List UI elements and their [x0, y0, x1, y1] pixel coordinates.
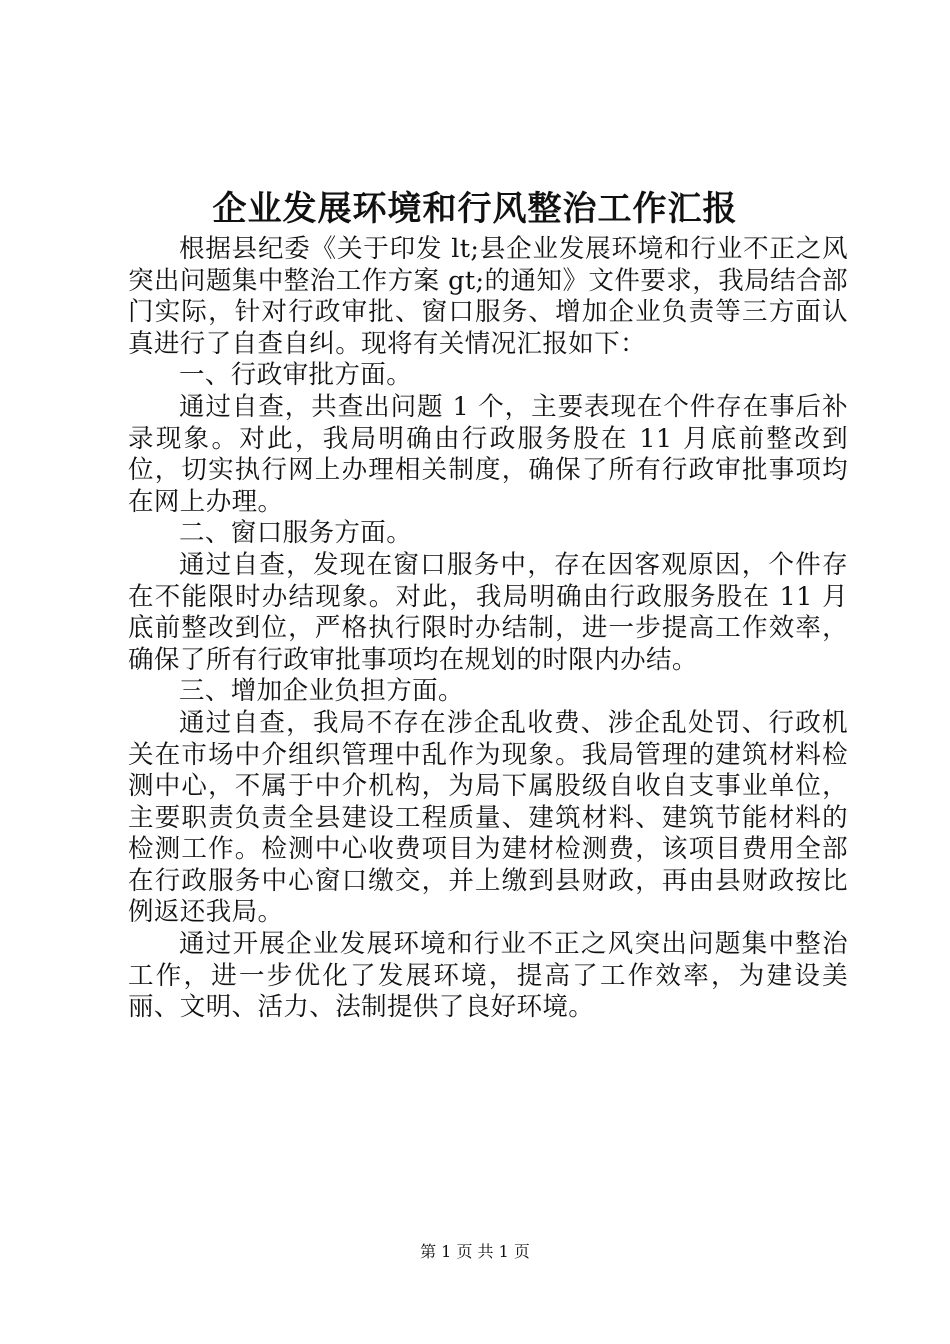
section-heading-burden: 三、增加企业负担方面。 — [179, 676, 464, 707]
section-heading-approval: 一、行政审批方面。 — [179, 360, 413, 391]
paragraph-approval: 通过自查，共查出问题 1 个，主要表现在个件存在事后补录现象。对此，我局明确由行政服务股在 11 月底前整改到位，切实执行网上办理相关制度，确保了所有行政审批事项均在网上办理。 — [128, 391, 848, 517]
section-heading-window-service: 二、窗口服务方面。 — [179, 518, 413, 549]
paragraph-intro: 根据县纪委《关于印发 lt;县企业发展环境和行业不正之风突出问题集中整治工作方案 gt;的通知》文件要求，我局结合部门实际，针对行政审批、窗口服务、增加企业负责等三方面认真进行了自查自纠。现将有关情况汇报如下： — [128, 234, 848, 359]
paragraph-conclusion: 通过开展企业发展环境和行业不正之风突出问题集中整治工作，进一步优化了发展环境，提高了工作效率，为建设美丽、文明、活力、法制提供了良好环境。 — [128, 929, 848, 1023]
document-body — [128, 234, 848, 1024]
paragraph-burden: 通过自查，我局不存在涉企乱收费、涉企乱处罚、行政机关在市场中介组织管理中乱作为现象。我局管理的建筑材料检测中心，不属于中介机构，为局下属股级自收自支事业单位，主要职责负责全县建设工程质量、建筑材料、建筑节能材料的检测工作。检测中心收费项目为建材检测费，该项目费用全部在行政服务中心窗口缴交，并上缴到县财政，再由县财政按比例返还我局。 — [128, 707, 848, 928]
paragraph-window-service: 通过自查，发现在窗口服务中，存在因客观原因，个件存在不能限时办结现象。对此，我局明确由行政服务股在 11 月底前整改到位，严格执行限时办结制，进一步提高工作效率，确保了所有行政审批事项均在规划的时限内办结。 — [128, 549, 848, 675]
document-title: 企业发展环境和行风整治工作汇报 — [212, 189, 738, 229]
page-footer: 第 1 页 共 1 页 — [420, 1242, 530, 1261]
